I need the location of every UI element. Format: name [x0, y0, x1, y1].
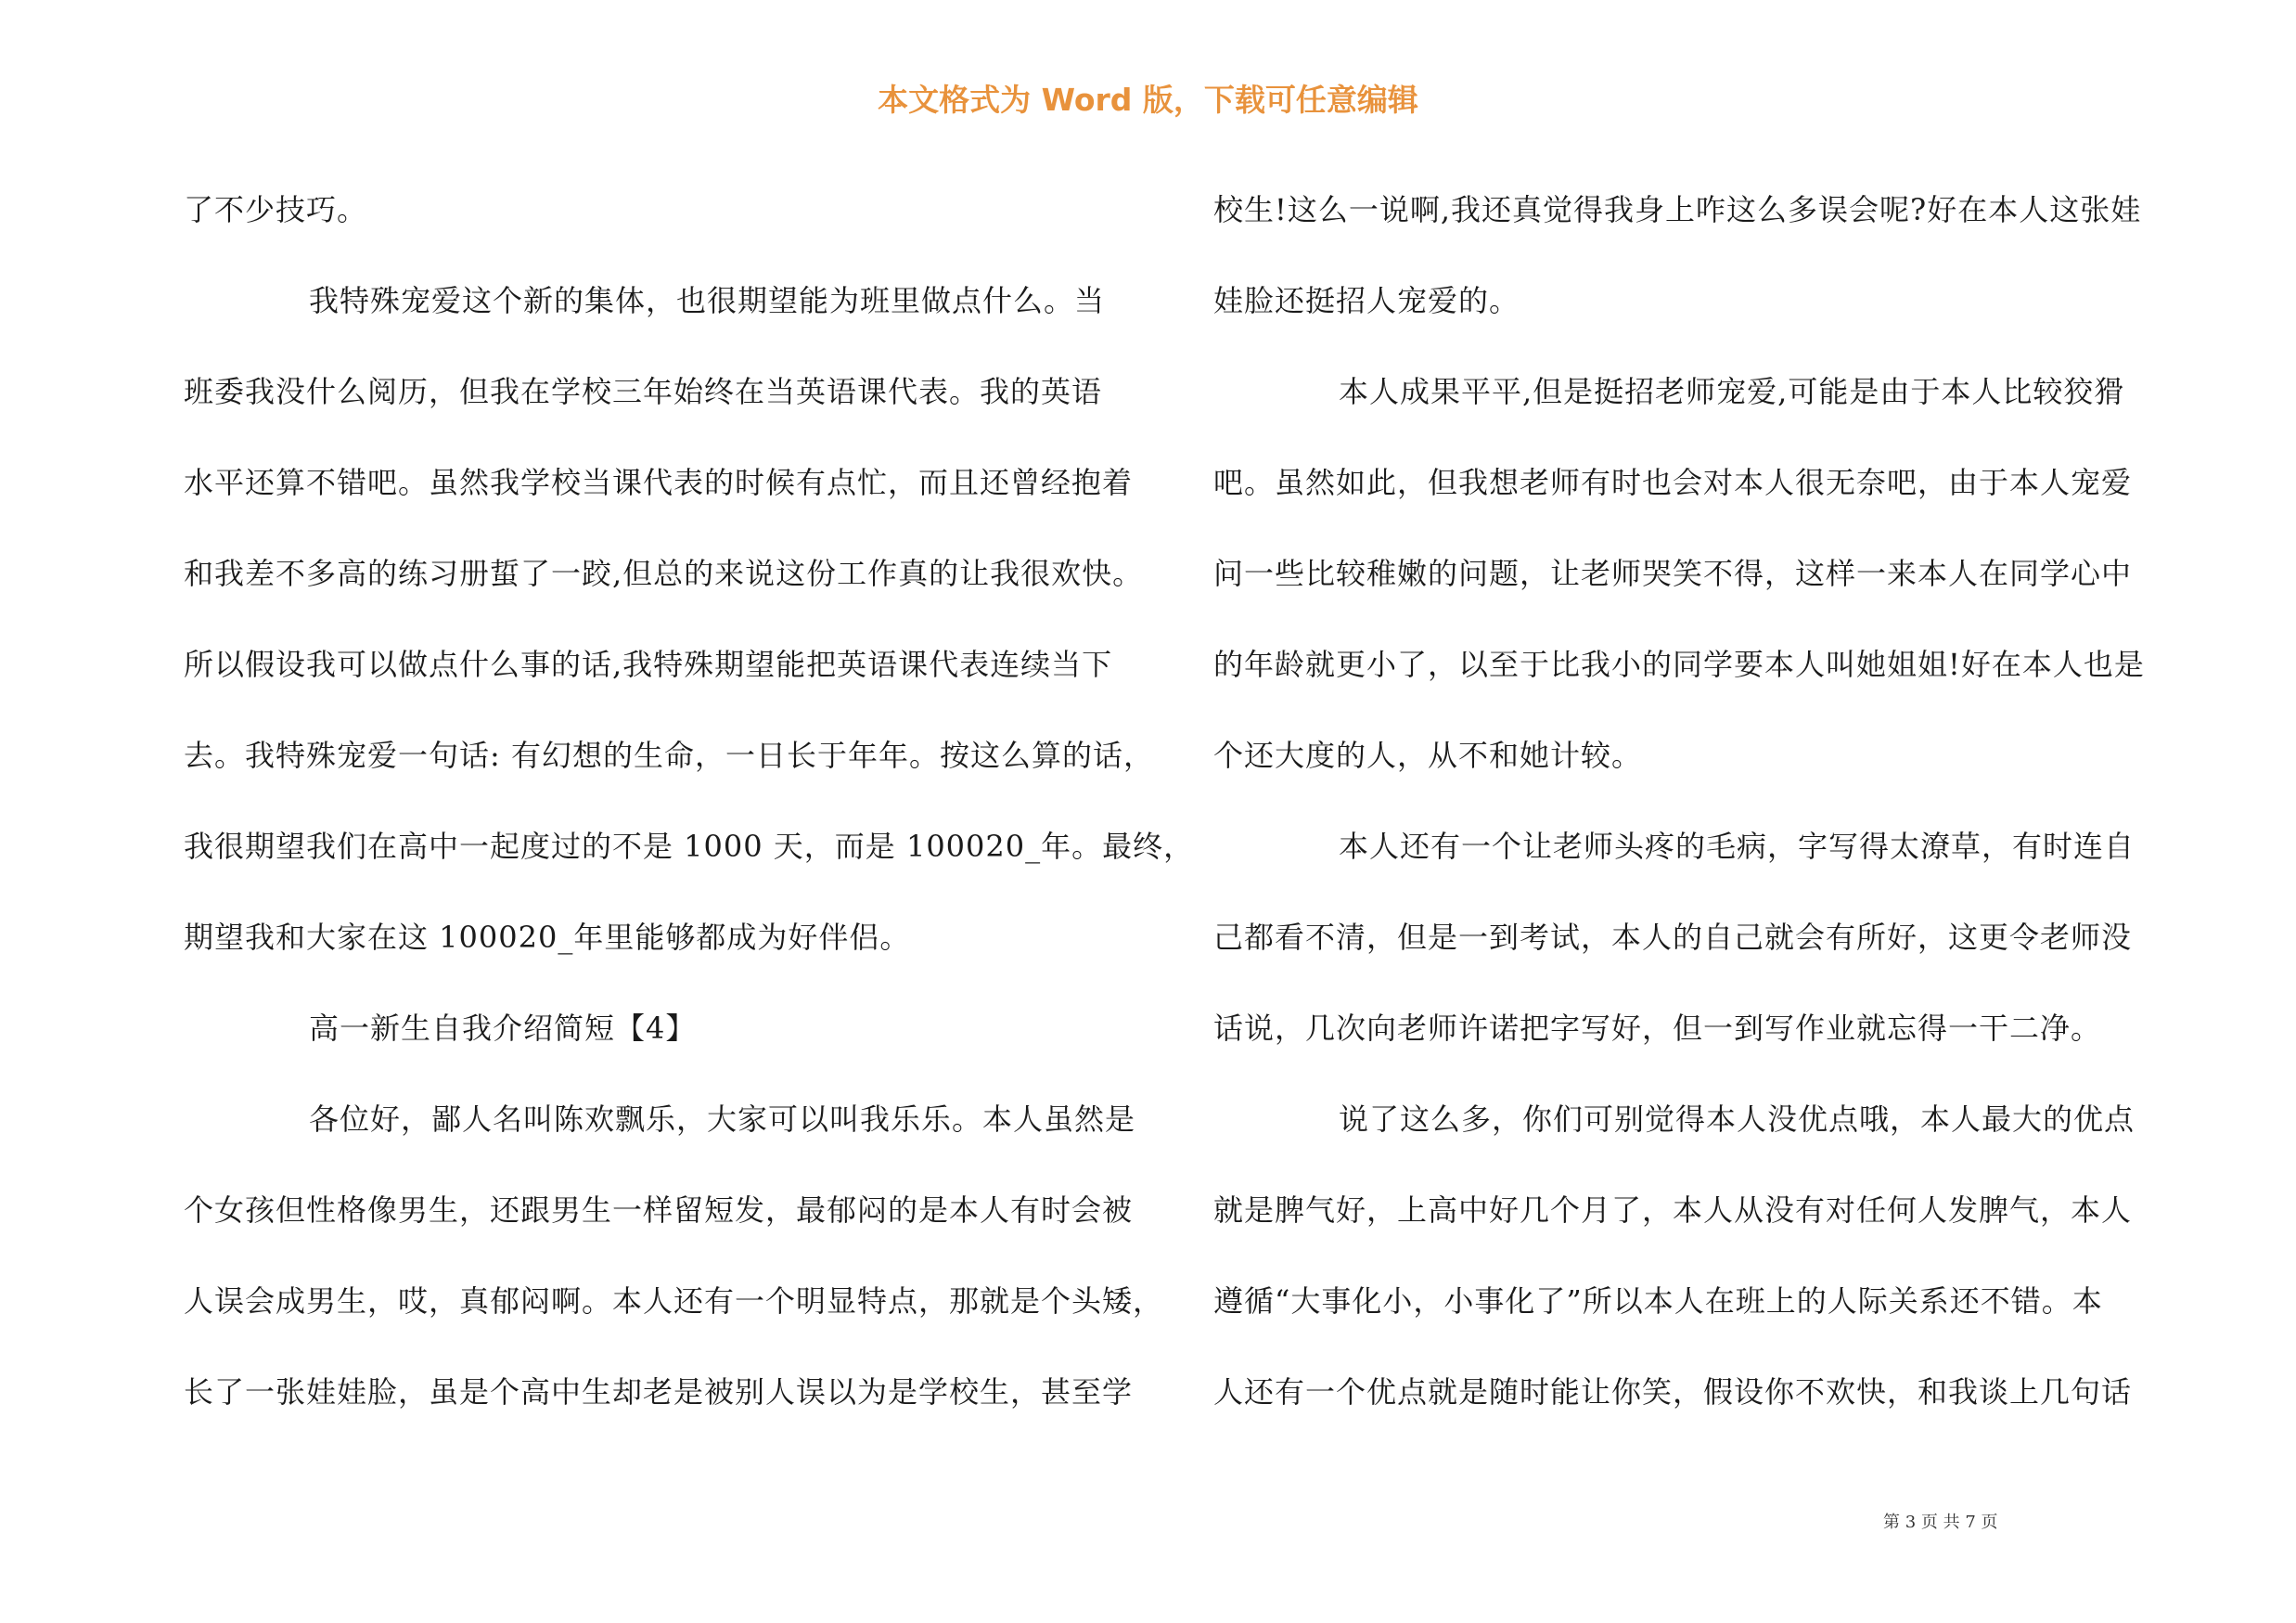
text-line: 个还大度的人，从不和她计较。 — [1213, 738, 1643, 773]
text-line: 人误会成男生，哎，真郁闷啊。本人还有一个明显特点，那就是个头矮， — [184, 1283, 1164, 1319]
section-heading: 高一新生自我介绍简短【4】 — [309, 1011, 697, 1046]
text-line: 的年龄就更小了，以至于比我小的同学要本人叫她姐姐!好在本人也是 — [1213, 647, 2145, 682]
text-line: 我特殊宠爱这个新的集体，也很期望能为班里做点什么。当 — [309, 283, 1106, 318]
text-line: 和我差不多高的练习册蜇了一跤,但总的来说这份工作真的让我很欢快。 — [184, 556, 1144, 591]
text-line: 长了一张娃娃脸，虽是个高中生却老是被别人误以为是学校生，甚至学 — [184, 1374, 1134, 1410]
format-notice-banner: 本文格式为 Word 版，下载可任意编辑 — [878, 82, 1418, 118]
text-line: 问一些比较稚嫩的问题，让老师哭笑不得，这样一来本人在同学心中 — [1213, 556, 2133, 591]
text-line: 就是脾气好，上高中好几个月了，本人从没有对任何人发脾气，本人 — [1213, 1192, 2133, 1228]
page-number: 第 3 页 共 7 页 — [1883, 1513, 1998, 1532]
right-text-column — [1213, 182, 2187, 1455]
text-line: 班委我没什么阅历，但我在学校三年始终在当英语课代表。我的英语 — [184, 374, 1103, 409]
left-text-column — [184, 182, 1195, 1455]
text-line: 了不少技巧。 — [184, 192, 368, 227]
text-line: 遵循“大事化小，小事化了”所以本人在班上的人际关系还不错。本 — [1213, 1283, 2103, 1319]
text-line: 话说，几次向老师许诺把字写好，但一到写作业就忘得一干二净。 — [1213, 1011, 2102, 1046]
text-line: 我很期望我们在高中一起度过的不是 1000 天，而是 100020_年。最终， — [184, 829, 1195, 864]
text-line: 娃脸还挺招人宠爱的。 — [1213, 283, 1520, 318]
text-line: 己都看不清，但是一到考试，本人的自己就会有所好，这更令老师没 — [1213, 920, 2133, 955]
text-line: 所以假设我可以做点什么事的话,我特殊期望能把英语课代表连续当下 — [184, 647, 1113, 682]
text-line: 本人还有一个让老师头疼的毛病，字写得太潦草，有时连自 — [1339, 829, 2136, 864]
text-line: 期望我和大家在这 100020_年里能够都成为好伴侣。 — [184, 920, 911, 955]
text-line: 各位好，鄙人名叫陈欢飘乐，大家可以叫我乐乐。本人虽然是 — [309, 1101, 1136, 1137]
text-line: 水平还算不错吧。虽然我学校当课代表的时候有点忙，而且还曾经抱着 — [184, 465, 1134, 500]
text-line: 个女孩但性格像男生，还跟男生一样留短发，最郁闷的是本人有时会被 — [184, 1192, 1134, 1228]
text-line: 说了这么多，你们可别觉得本人没优点哦，本人最大的优点 — [1339, 1101, 2136, 1137]
text-line: 校生!这么一说啊,我还真觉得我身上咋这么多误会呢?好在本人这张娃 — [1213, 192, 2142, 227]
text-line: 本人成果平平,但是挺招老师宠爱,可能是由于本人比较狡猾 — [1339, 374, 2125, 409]
text-line: 人还有一个优点就是随时能让你笑，假设你不欢快，和我谈上几句话 — [1213, 1374, 2133, 1410]
text-line: 去。我特殊宠爱一句话: 有幻想的生命，一日长于年年。按这么算的话， — [184, 738, 1154, 773]
text-line: 吧。虽然如此，但我想老师有时也会对本人很无奈吧，由于本人宠爱 — [1213, 465, 2133, 500]
